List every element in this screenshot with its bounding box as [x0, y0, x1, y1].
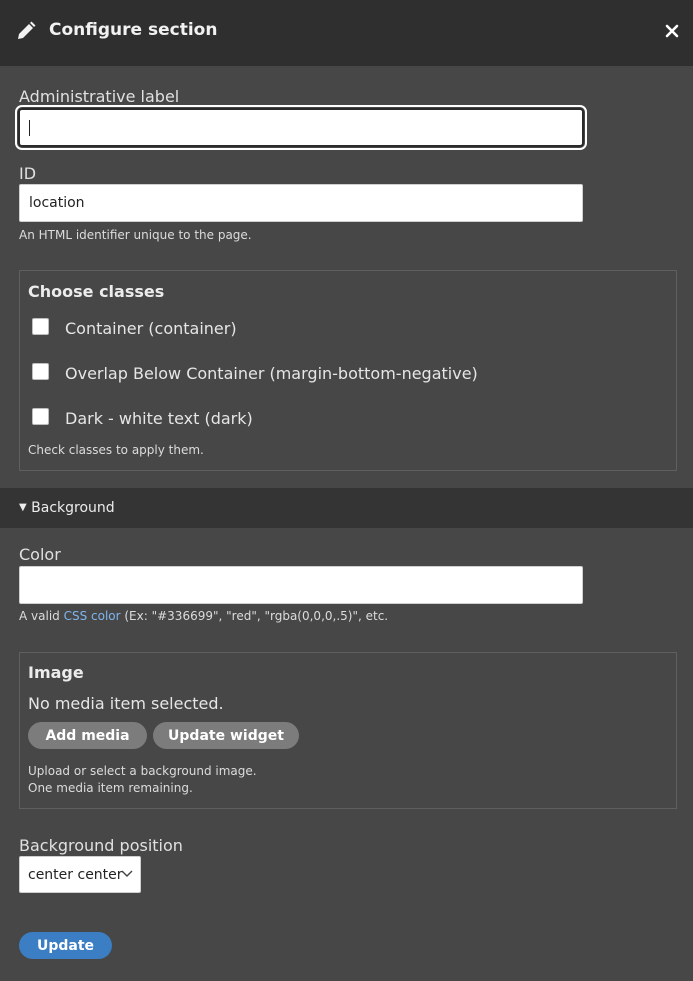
- id-label: ID: [19, 164, 37, 183]
- image-description-line2: One media item remaining.: [28, 781, 193, 795]
- background-position-select[interactable]: [19, 856, 141, 893]
- background-position-label: Background position: [19, 836, 183, 855]
- checkbox-dark-label[interactable]: Dark - white text (dark): [65, 409, 253, 428]
- color-label: Color: [19, 545, 61, 564]
- id-description: An HTML identifier unique to the page.: [19, 228, 252, 242]
- color-description: [19, 609, 388, 623]
- text-caret: [29, 120, 30, 136]
- update-widget-button[interactable]: Update widget: [153, 722, 299, 749]
- dialog-title: Configure section: [49, 20, 218, 40]
- classes-description: Check classes to apply them.: [28, 443, 204, 457]
- color-desc-suffix: (Ex: "#336699", "red", "rgba(0,0,0,.5)", etc.: [120, 609, 389, 623]
- color-input[interactable]: [19, 566, 583, 604]
- add-media-button[interactable]: Add media: [28, 722, 147, 749]
- checkbox-container-label[interactable]: Container (container): [65, 319, 237, 338]
- id-input[interactable]: [19, 184, 583, 222]
- triangle-down-icon: ▼: [19, 502, 27, 513]
- color-desc-prefix: A valid: [19, 609, 64, 623]
- image-description-line1: Upload or select a background image.: [28, 764, 257, 778]
- css-color-link[interactable]: CSS color: [63, 609, 121, 623]
- background-summary[interactable]: [19, 500, 115, 516]
- checkbox-overlap-label[interactable]: Overlap Below Container (margin-bottom-negative): [65, 364, 478, 383]
- close-icon[interactable]: [662, 21, 682, 41]
- classes-legend: Choose classes: [28, 282, 165, 301]
- background-summary-label: Background: [31, 500, 115, 516]
- image-status: No media item selected.: [28, 694, 224, 713]
- admin-label-input[interactable]: [18, 108, 584, 147]
- image-legend: Image: [28, 663, 84, 682]
- checkbox-dark[interactable]: [32, 408, 49, 425]
- id-value: location: [29, 195, 85, 211]
- chevron-down-icon: [121, 870, 133, 878]
- pencil-icon: [16, 21, 36, 41]
- dialog-titlebar: [0, 0, 693, 66]
- admin-label-label: Administrative label: [19, 87, 180, 106]
- checkbox-overlap[interactable]: [32, 363, 49, 380]
- update-button[interactable]: Update: [19, 932, 112, 959]
- checkbox-container[interactable]: [32, 318, 49, 335]
- background-position-value: center center: [28, 866, 123, 883]
